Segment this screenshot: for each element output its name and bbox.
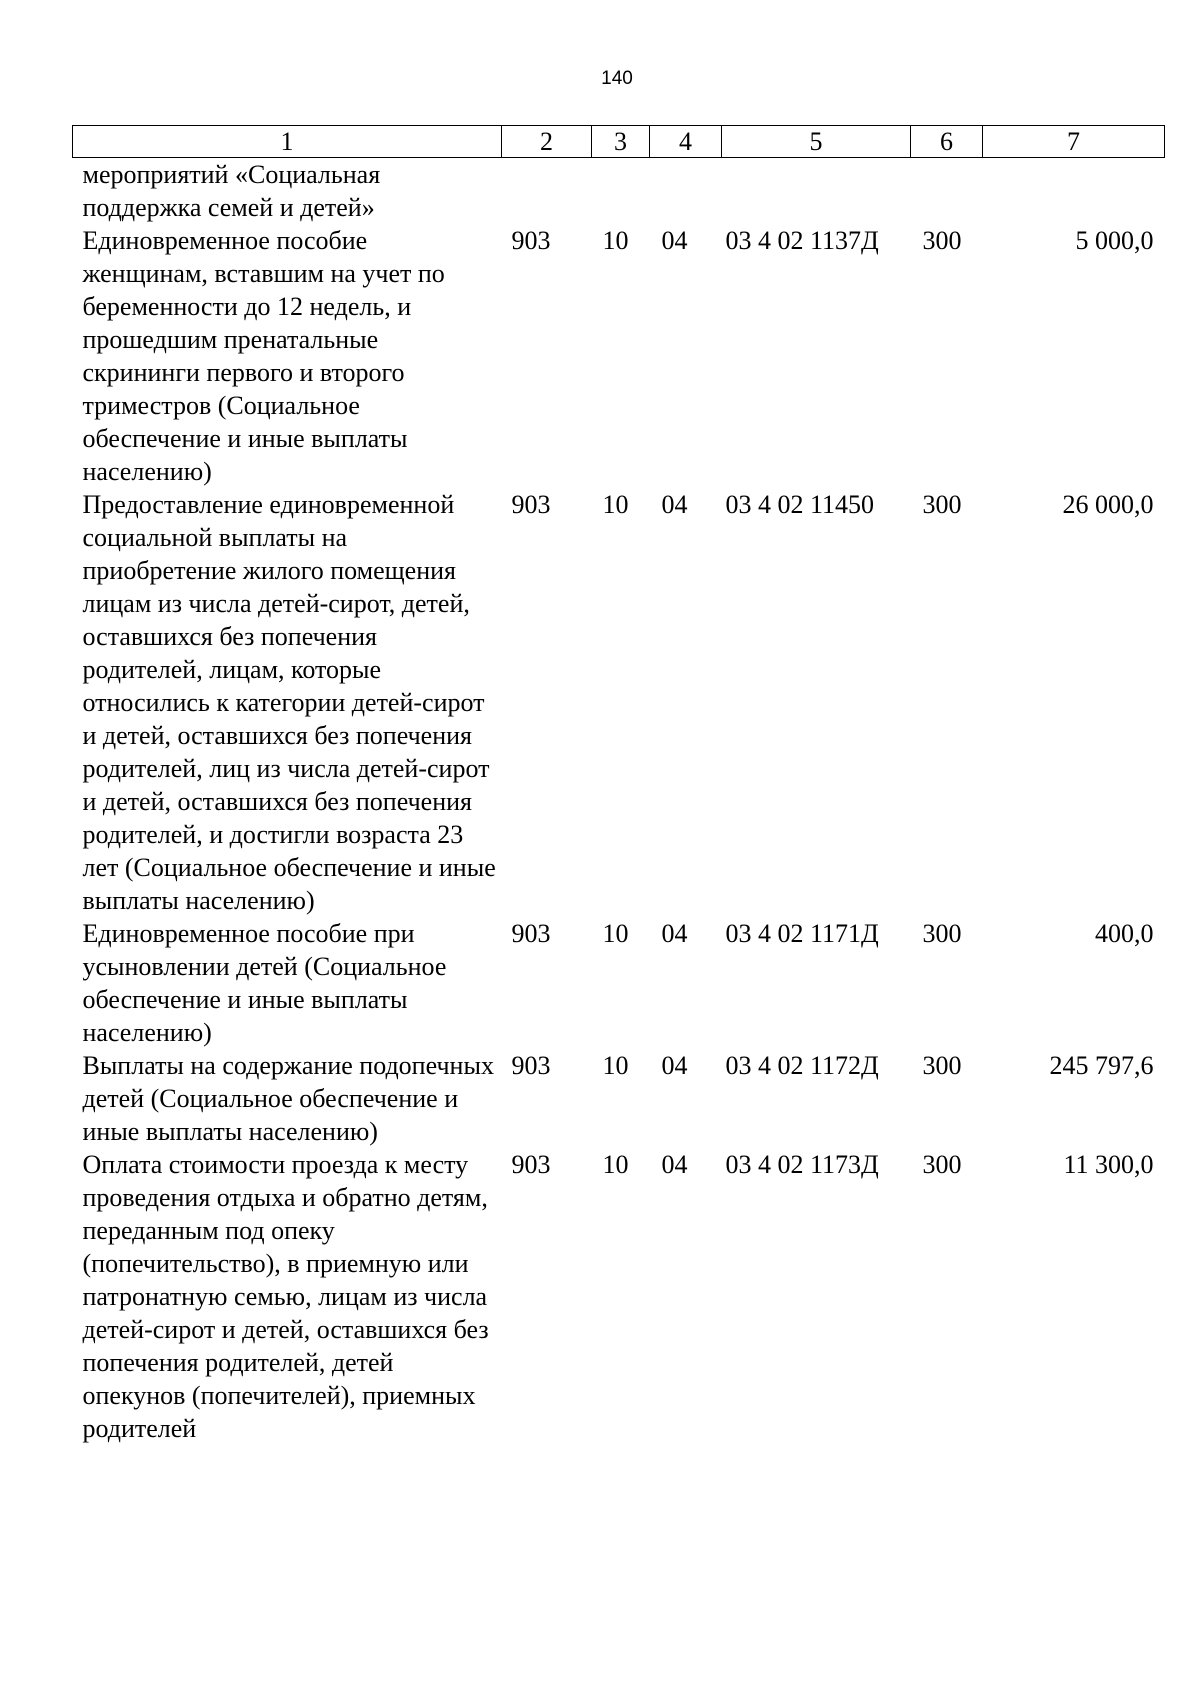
row-csr-cell: 03 4 02 11450 — [725, 490, 875, 519]
row-csr-cell: 03 4 02 1173Д — [725, 1150, 879, 1179]
row-vr-cell: 300 — [922, 1051, 962, 1080]
row-vr-cell — [911, 158, 983, 225]
page-number: 140 — [601, 68, 633, 89]
row-pr-cell — [650, 158, 722, 225]
row-pr-cell: 04 — [661, 919, 688, 948]
row-vr-cell: 300 — [922, 1150, 962, 1179]
row-vr-cell: 300 — [922, 490, 962, 519]
row-rz-cell: 10 — [602, 1051, 629, 1080]
column-header-3: 3 — [592, 126, 650, 158]
header-row — [73, 126, 1165, 158]
row-rz-cell: 10 — [602, 1150, 629, 1179]
column-header-7: 7 — [983, 126, 1165, 158]
row-pr-cell: 04 — [661, 490, 688, 519]
row-name-cell: Оплата стоимости проезда к месту проведения отдыха и обратно детям, переданным под опеку (попечительство), в приемную или патронатную семью, лицам из числа детей-сирот и детей, оставшихся без попечения родителей, детей опекунов (попечителей), приемных родителей — [82, 1150, 489, 1443]
row-amount-cell — [983, 158, 1165, 225]
row-gr-cell — [502, 158, 592, 225]
row-name-cell: Выплаты на содержание подопечных детей (Социальное обеспечение и иные выплаты населению) — [82, 1051, 494, 1146]
row-name-cell: мероприятий «Социальная поддержка семей и детей» — [82, 160, 381, 222]
row-gr-cell: 903 — [511, 490, 551, 519]
row-rz-cell — [592, 158, 650, 225]
row-gr-cell: 903 — [511, 226, 551, 255]
column-header-1: 1 — [73, 126, 502, 158]
row-pr-cell: 04 — [661, 1051, 688, 1080]
row-amount-cell: 11 300,0 — [1063, 1150, 1154, 1179]
column-header-6: 6 — [911, 126, 983, 158]
row-csr-cell: 03 4 02 1171Д — [725, 919, 879, 948]
row-vr-cell: 300 — [922, 226, 962, 255]
table-row — [73, 158, 1165, 225]
row-csr-cell: 03 4 02 1172Д — [725, 1051, 879, 1080]
row-name-cell: Единовременное пособие женщинам, вставшим на учет по беременности до 12 недель, и прошедшим пренатальные скрининги первого и второго триместров (Социальное обеспечение и иные выплаты населению) — [82, 226, 445, 486]
row-rz-cell: 10 — [602, 226, 629, 255]
row-amount-cell: 5 000,0 — [1075, 226, 1154, 255]
table-row — [73, 1049, 1165, 1148]
table-row — [73, 224, 1165, 488]
table-row — [73, 917, 1165, 1049]
row-amount-cell: 245 797,6 — [1049, 1051, 1154, 1080]
row-pr-cell: 04 — [661, 1150, 688, 1179]
row-gr-cell: 903 — [511, 1051, 551, 1080]
row-name-cell: Предоставление единовременной социальной выплаты на приобретение жилого помещения лицам из числа детей-сирот, детей, оставшихся без попечения родителей, лицам, которые относились к категории детей-сирот и детей, оставшихся без попечения родителей, лиц из числа детей-сирот и детей, оставшихся без попечения родителей, и достигли возраста 23 лет (Социальное обеспечение и иные выплаты населению) — [82, 490, 496, 915]
row-gr-cell: 903 — [511, 1150, 551, 1179]
row-rz-cell: 10 — [602, 919, 629, 948]
row-pr-cell: 04 — [661, 226, 688, 255]
table-row — [73, 1148, 1165, 1445]
row-gr-cell: 903 — [511, 919, 551, 948]
row-name-cell: Единовременное пособие при усыновлении детей (Социальное обеспечение и иные выплаты населению) — [82, 919, 447, 1047]
row-csr-cell: 03 4 02 1137Д — [725, 226, 879, 255]
row-rz-cell: 10 — [602, 490, 629, 519]
row-vr-cell: 300 — [922, 919, 962, 948]
row-amount-cell: 400,0 — [1095, 919, 1154, 948]
table-row — [73, 488, 1165, 917]
row-csr-cell — [722, 158, 911, 225]
row-amount-cell: 26 000,0 — [1062, 490, 1154, 519]
column-header-5: 5 — [722, 126, 911, 158]
budget-table — [72, 125, 1165, 1445]
column-header-2: 2 — [502, 126, 592, 158]
column-header-4: 4 — [650, 126, 722, 158]
